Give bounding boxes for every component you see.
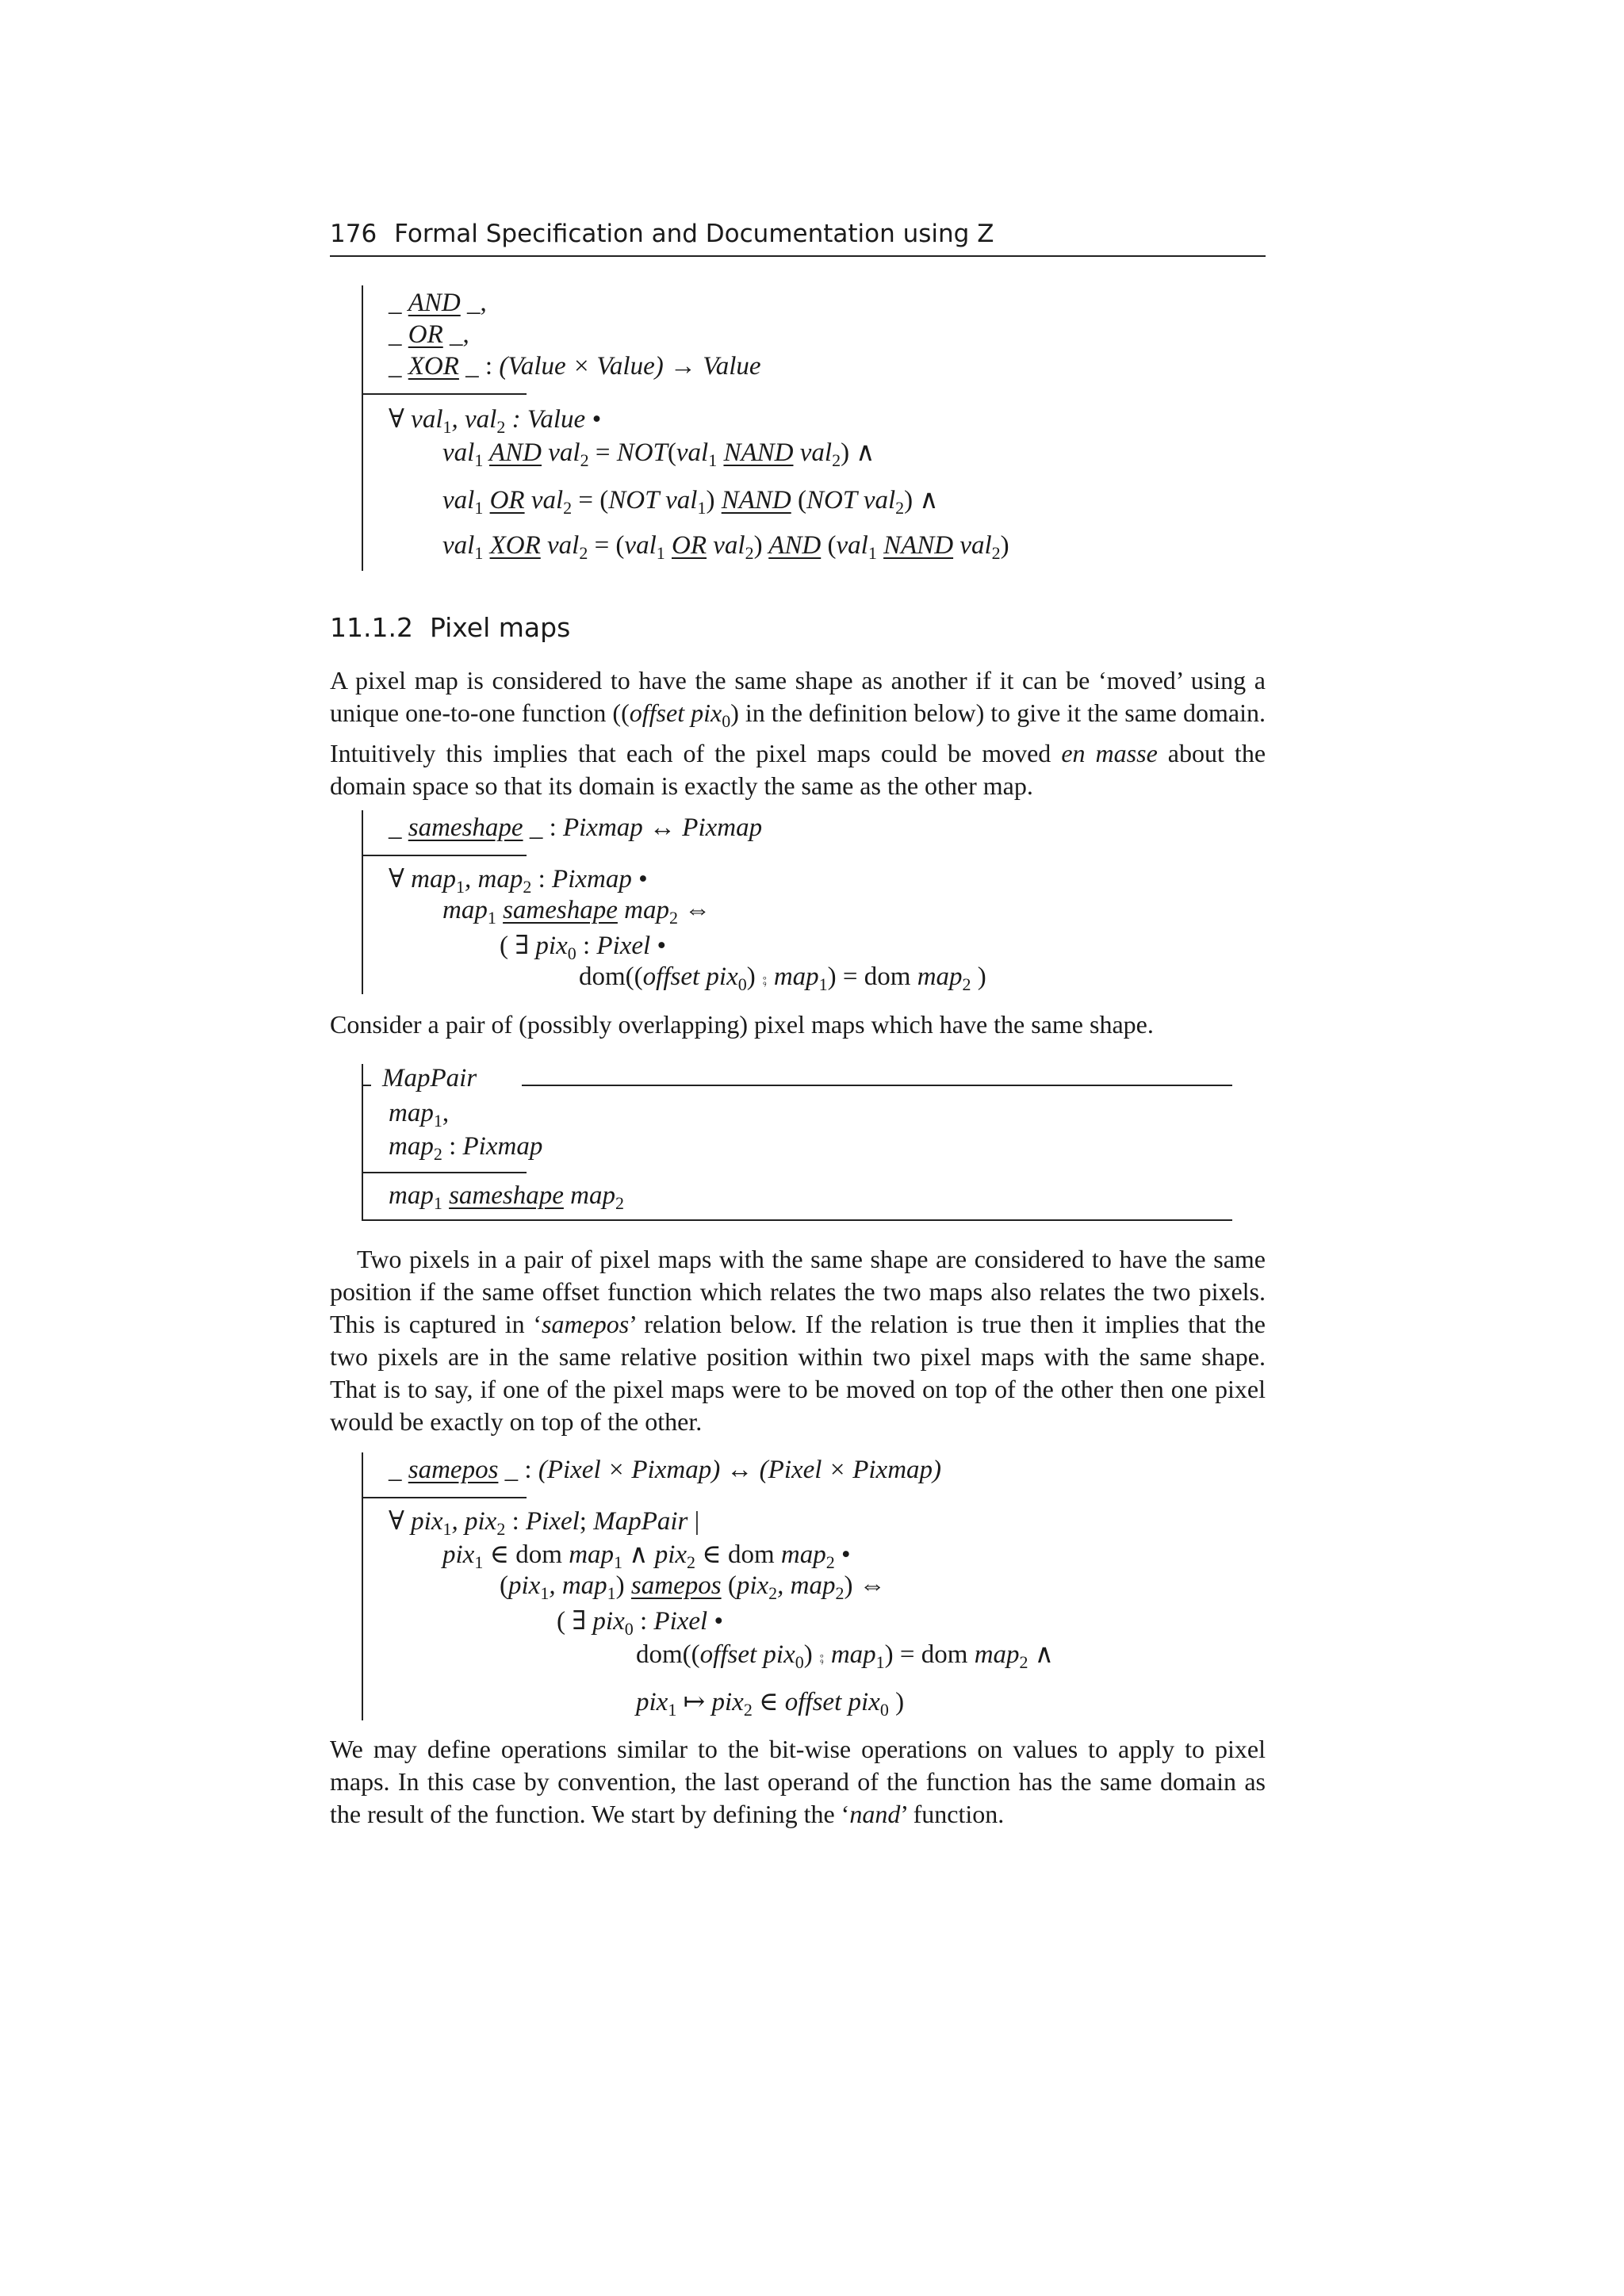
section-heading: 11.1.2 Pixel maps <box>330 612 571 643</box>
running-title: Formal Specification and Documentation using Z <box>394 220 994 248</box>
schema-mappair: MapPair map$_1$, map$_2$ : Pixmap map$_1$ sameshape map$_2$ <box>362 1064 1232 1221</box>
axiomatic-box-sameshape: _ sameshape _ : Pixmap ↔ Pixmap ∀ map$_1$, map$_2$ : Pixmap • map$_1$ sameshape map$_2$ ⇔ ( ∃ pix$_0$ : Pixel • dom((offset pix$_0$) ⨾ map$_1$) = dom map$_2$ ) <box>362 810 363 994</box>
axiomatic-box-samepos: _ samepos _ : (Pixel × Pixmap) ↔ (Pixel × Pixmap) ∀ pix$_1$, pix$_2$ : Pixel; MapPair | pix$_1$ ∈ dom map$_1$ ∧ pix$_2$ ∈ dom map$_2$ • (pix$_1$, map$_1$) samepos (pix$_2$, map$_2$) ⇔ ( ∃ pix$_0$ : Pixel • dom((offset pix$_0$) ⨾ map$_1$) = dom map$_2$ ∧ pix$_1$ ↦ pix$_2$ ∈ offset pix$_0$ ) <box>362 1452 363 1720</box>
paragraph-2: Consider a pair of (possibly overlapping) pixel maps which have the same shape. <box>330 1010 1154 1039</box>
page-number: 176 <box>330 220 377 248</box>
paragraph-3: Two pixels in a pair of pixel maps with the same shape are considered to have the same position if the same offset function which relates the two maps also relates the two pixels. This is captured in ‘samepos’ relation below. If the relation is true then it implies that the two pixels are in the same relative position within two pixel maps with the same shape. That is to say, if one of the pixel maps were to be moved on top of the other then one pixel would be exactly on top of the other. <box>330 1245 1266 1436</box>
schema-name: MapPair <box>382 1064 477 1093</box>
paragraph-1: A pixel map is considered to have the same shape as another if it can be ‘moved’ using a unique one-to-one function ((offset pix$_0$) in the definition below) to give it the same domain. Intuitively this implies that each of the pixel maps could be moved en masse about the domain space so that its domain is exactly the same as the other map. <box>330 666 1266 800</box>
axiomatic-box-logic: _ AND _, _ OR _, _ XOR _ : (Value × Value) → Value ∀ val$_1$, val$_2$ : Value • val$_1$ AND val$_2$ = NOT(val$_1$ NAND val$_2$) ∧ val$_1$ OR val$_2$ = (NOT val$_1$) NAND (NOT val$_2$) ∧ val$_1$ XOR val$_2$ = (val$_1$ OR val$_2$) AND (val$_1$ NAND val$_2$) <box>362 285 363 571</box>
paragraph-4: We may define operations similar to the bit-wise operations on values to apply to pixel maps. In this case by convention, the last operand of the function has the same domain as the result of the function. We start by defining the ‘nand’ function. <box>330 1735 1266 1828</box>
running-head <box>330 212 1266 257</box>
